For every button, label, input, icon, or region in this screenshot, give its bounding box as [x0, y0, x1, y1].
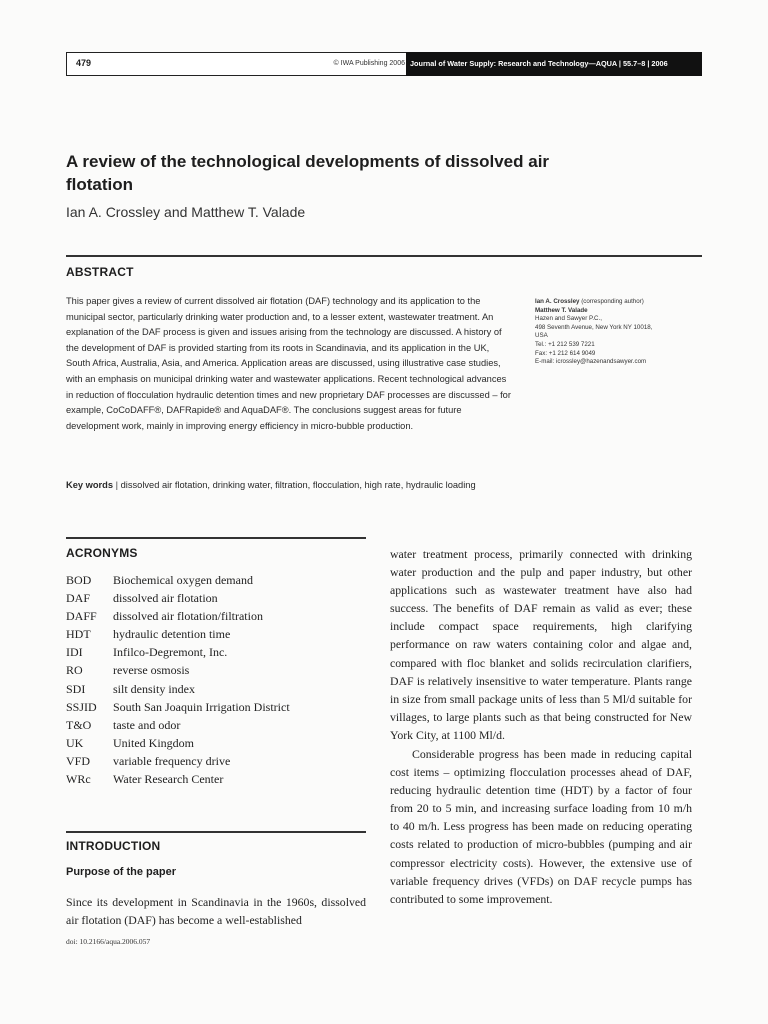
introduction-rule — [66, 831, 366, 833]
doi: doi: 10.2166/aqua.2006.057 — [66, 937, 151, 946]
body-paragraph-2: Considerable progress has been made in reducing capital cost items – optimizing flocculation processes ahead of DAF, reducing hydraulic detention time (HDT) by a factor of four from 20 to 5 min, and increasing surface loading from 10 m/h to 40 m/h. Less progress has been made on reducing operating costs related to production of micro-bubbles (pumping and air compressor electricity costs). However, the extensive use of variable frequency drives (VFDs) on DAF recycle pumps has contributed to some improvement. — [390, 747, 692, 906]
article-title: A review of the technological developments of dissolved air flotation — [66, 152, 550, 194]
acronyms-heading: ACRONYMS — [66, 546, 138, 560]
acronym-definition: United Kingdom — [113, 735, 194, 750]
page-number: 479 — [76, 58, 92, 68]
telephone: Tel.: +1 212 539 7221 — [535, 340, 595, 348]
acronym-row — [66, 625, 366, 643]
acronym-definition: dissolved air flotation — [113, 591, 218, 606]
abstract-rule — [66, 255, 702, 257]
acronyms-rule — [66, 537, 366, 539]
acronym-abbr: RO — [66, 663, 83, 678]
introduction-heading: INTRODUCTION — [66, 839, 161, 853]
acronym-row — [66, 643, 366, 661]
correspondence-block — [535, 298, 725, 367]
acronym-row — [66, 589, 366, 607]
acronym-abbr: UK — [66, 735, 84, 750]
subsection-heading: Purpose of the paper — [66, 866, 177, 878]
acronym-definition: South San Joaquin Irrigation District — [113, 699, 290, 714]
keywords-list: dissolved air flotation, drinking water, filtration, flocculation, high rate, hydraulic loading — [120, 480, 476, 490]
abstract-heading: ABSTRACT — [66, 265, 134, 279]
introduction-paragraph: Since its development in Scandinavia in the 1960s, dissolved air flotation (DAF) has become a well-established — [66, 895, 366, 928]
acronym-abbr: SDI — [66, 681, 86, 696]
acronym-row — [66, 770, 366, 788]
acronym-definition: Water Research Center — [113, 772, 224, 787]
fax: Fax: +1 212 614 9049 — [535, 349, 596, 357]
affiliation: Hazen and Sawyer P.C., — [535, 315, 602, 323]
acronym-abbr: IDI — [66, 645, 83, 660]
acronym-definition: reverse osmosis — [113, 663, 190, 678]
acronym-abbr: DAFF — [66, 609, 97, 624]
article-authors: Ian A. Crossley and Matthew T. Valade — [66, 204, 306, 220]
acronyms-list — [66, 571, 366, 788]
acronym-abbr: T&O — [66, 717, 92, 732]
email: E-mail: icrossley@hazenandsawyer.com — [535, 358, 647, 366]
country: USA — [535, 332, 548, 340]
acronym-row — [66, 607, 366, 625]
body-paragraph-1: water treatment process, primarily connected with drinking water production and the pulp and paper industry, but other applications such as wastewater treatment have also had success. The benefits of DAF remain as valid as ever; these include compact space requirements, high clarifying performance on raw waters containing color and algae and, compared with floc blanket and solids recirculation clarifiers, DAF is relatively insensitive to water temperature. Plants range in size from small package units of less than 5 Ml/d suitable for villages, to large plants such as that being constructed for New York City, at 1100 Ml/d. — [390, 547, 692, 742]
acronym-row — [66, 752, 366, 770]
acronym-abbr: HDT — [66, 627, 91, 642]
acronym-row — [66, 698, 366, 716]
acronym-row — [66, 571, 366, 589]
acronym-definition: dissolved air flotation/filtration — [113, 609, 263, 624]
acronym-abbr: WRc — [66, 772, 91, 787]
acronym-definition: silt density index — [113, 681, 195, 696]
address: 498 Seventh Avenue, New York NY 10018, — [535, 323, 653, 331]
acronym-abbr: DAF — [66, 591, 91, 606]
acronym-row — [66, 734, 366, 752]
keywords-separator: | — [115, 480, 121, 490]
acronym-row — [66, 680, 366, 698]
acronym-definition: hydraulic detention time — [113, 627, 231, 642]
copyright-notice: © IWA Publishing 2006 — [333, 60, 405, 67]
acronym-definition: Biochemical oxygen demand — [113, 573, 253, 587]
second-author-name: Matthew T. Valade — [535, 306, 588, 314]
corr-author-note: (corresponding author) — [579, 298, 644, 305]
acronym-abbr: VFD — [66, 753, 91, 768]
acronym-abbr: BOD — [66, 573, 92, 587]
acronym-definition: variable frequency drive — [113, 753, 231, 768]
journal-header — [66, 52, 702, 76]
acronym-row — [66, 661, 366, 679]
acronym-abbr: SSJID — [66, 699, 97, 714]
acronym-definition: Infilco-Degremont, Inc. — [113, 645, 228, 660]
keywords — [66, 477, 496, 493]
acronym-row — [66, 716, 366, 734]
abstract-text: This paper gives a review of current dissolved air flotation (DAF) technology and its application to the municipal sector, particularly drinking water production and, to a lesser extent, wastewater treatment. An explanation of the DAF process is given and issues arising from the technology are discussed. A history of the development of DAF is provided starting from its roots in Scandinavia, and its application in the UK, South Africa, Australia, Asia, and America. Application areas are discussed, using illustrative case studies, with an emphasis on municipal drinking water and wastewater applications. Recent technological advances in reduction of flocculation hydraulic detention times and new proprietary DAF processes are discussed – for example, CoCoDAFF®, DAFRapide® and AquaDAF®. The conclusions suggest areas for future development work, mainly in improving energy efficiency in micro-bubble production. — [66, 296, 511, 431]
journal-citation: Journal of Water Supply: Research and Technology—AQUA | 55.7–8 | 2006 — [406, 52, 702, 76]
corr-author-name: Ian A. Crossley — [535, 298, 580, 305]
keywords-label: Key words — [66, 480, 114, 490]
acronym-definition: taste and odor — [113, 717, 181, 732]
